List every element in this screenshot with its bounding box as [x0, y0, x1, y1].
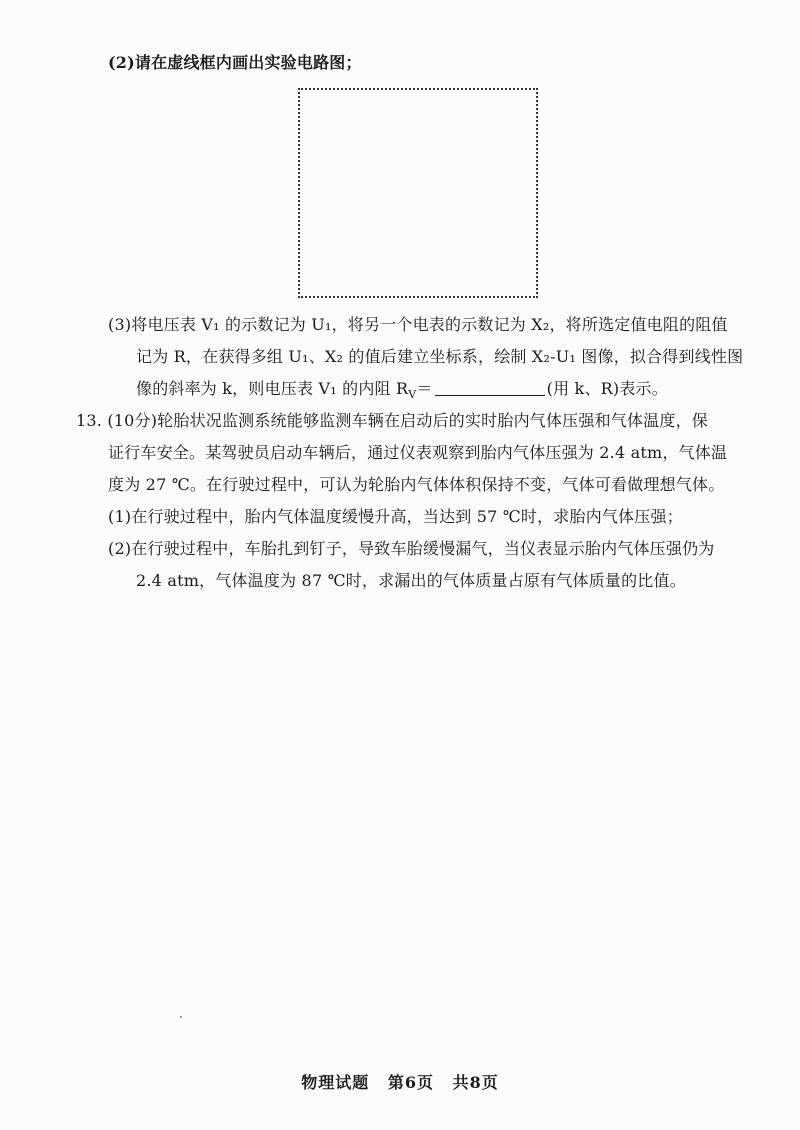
q13-line3: 度为 27 ℃。在行驶过程中，可认为轮胎内气体体积保持不变，气体可看做理想气体。	[108, 475, 725, 494]
equals-sign: ＝	[416, 379, 433, 398]
q13-line1: 13. (10分)轮胎状况监测系统能够监测车辆在启动后的实时胎内气体压强和气体温度，保	[76, 411, 708, 430]
footer-subject: 物理试题	[301, 1073, 370, 1092]
q12-part2-prompt: (2)请在虚线框内画出实验电路图；	[108, 53, 362, 72]
q13-subquestion-2-line1: (2)在行驶过程中，车胎扎到钉子，导致车胎缓慢漏气，当仪表显示胎内气体压强仍为	[108, 539, 715, 558]
page-footer	[0, 1070, 800, 1093]
footer-total-pages: 共8页	[452, 1073, 499, 1092]
q13-subquestion-1: (1)在行驶过程中，胎内气体温度缓慢升高，当达到 57 ℃时，求胎内气体压强；	[108, 507, 683, 526]
footer-page-number: 第6页	[387, 1073, 434, 1092]
rv-subscript: V	[408, 388, 417, 402]
q12-part3-line1: (3)将电压表 V₁ 的示数记为 U₁，将另一个电表的示数记为 X₂，将所选定值电阻的阻值	[108, 315, 728, 334]
q12-part3-line3	[136, 378, 668, 406]
circuit-diagram-dashed-box[interactable]	[298, 88, 538, 298]
q12-part3-line3-before: 像的斜率为 k，则电压表 V₁ 的内阻 R	[136, 379, 409, 398]
q12-part3-line3-after: (用 k、R)表示。	[546, 379, 668, 398]
q13-subquestion-2-line2: 2.4 atm，气体温度为 87 ℃时，求漏出的气体质量占原有气体质量的比值。	[136, 571, 686, 590]
q12-part3-line2: 记为 R，在获得多组 U₁、X₂ 的值后建立坐标系，绘制 X₂-U₁ 图像，拟合得到线性图	[136, 347, 744, 366]
stray-mark	[180, 1016, 182, 1018]
answer-blank[interactable]	[435, 379, 545, 396]
q13-line2: 证行车安全。某驾驶员启动车辆后，通过仪表观察到胎内气体压强为 2.4 atm，气体温	[108, 443, 728, 462]
